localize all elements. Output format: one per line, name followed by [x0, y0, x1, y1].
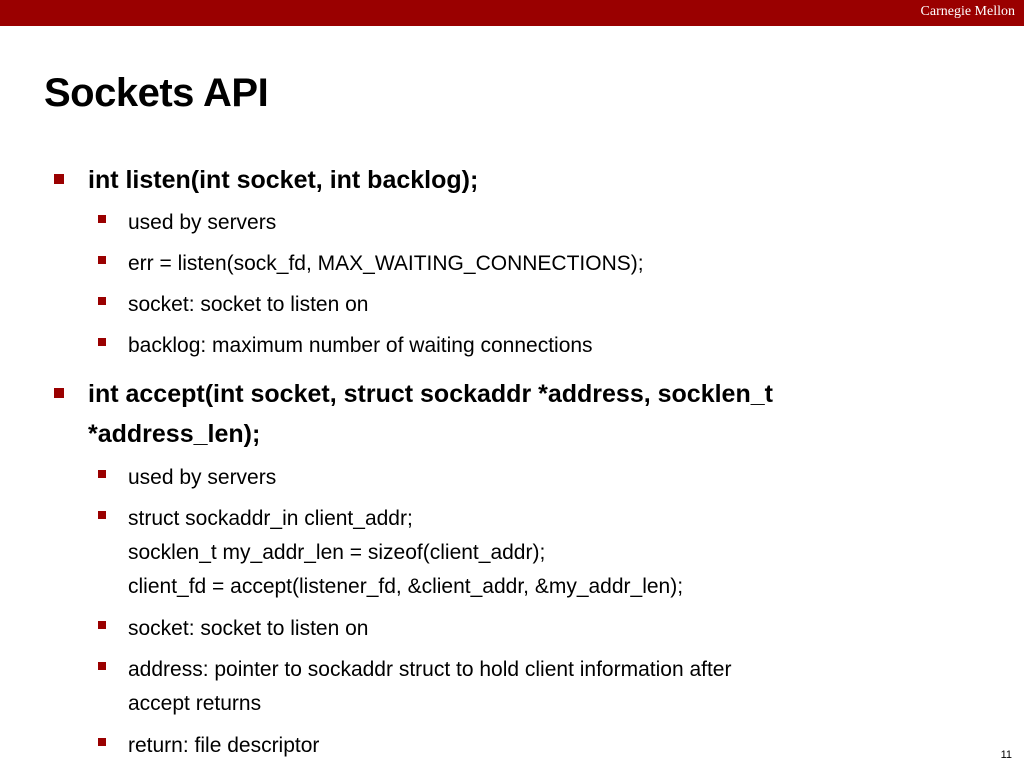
list-item-text: used by servers [128, 211, 277, 234]
square-bullet-icon [54, 174, 64, 184]
list-item-text: return: file descriptor [128, 734, 320, 757]
header-bar [0, 0, 1024, 26]
list-item-text: socket: socket to listen on [128, 293, 369, 316]
code-line: socklen_t my_addr_len = sizeof(client_addr); [128, 541, 546, 564]
listen-signature: int listen(int socket, int backlog); [88, 166, 479, 194]
square-bullet-icon [98, 738, 106, 746]
code-line: client_fd = accept(listener_fd, &client_addr, &my_addr_len); [128, 575, 684, 598]
square-bullet-icon [98, 621, 106, 629]
accept-signature-line1: int accept(int socket, struct sockaddr *address, socklen_t [88, 380, 773, 408]
list-item-text: used by servers [128, 466, 277, 489]
list-item-text: err = listen(sock_fd, MAX_WAITING_CONNECTIONS); [128, 252, 644, 275]
list-item-text: backlog: maximum number of waiting connections [128, 334, 593, 357]
square-bullet-icon [98, 256, 106, 264]
accept-signature-line2: *address_len); [88, 420, 261, 448]
slide-title: Sockets API [44, 71, 269, 115]
square-bullet-icon [54, 388, 64, 398]
code-line: struct sockaddr_in client_addr; [128, 507, 413, 530]
square-bullet-icon [98, 662, 106, 670]
square-bullet-icon [98, 215, 106, 223]
square-bullet-icon [98, 470, 106, 478]
list-item-text: socket: socket to listen on [128, 617, 369, 640]
list-item-text: address: pointer to sockaddr struct to hold client information after [128, 658, 732, 681]
org-label: Carnegie Mellon [920, 4, 1015, 19]
list-item-text: accept returns [128, 692, 262, 715]
square-bullet-icon [98, 338, 106, 346]
square-bullet-icon [98, 297, 106, 305]
square-bullet-icon [98, 511, 106, 519]
page-number: 11 [1000, 749, 1012, 761]
